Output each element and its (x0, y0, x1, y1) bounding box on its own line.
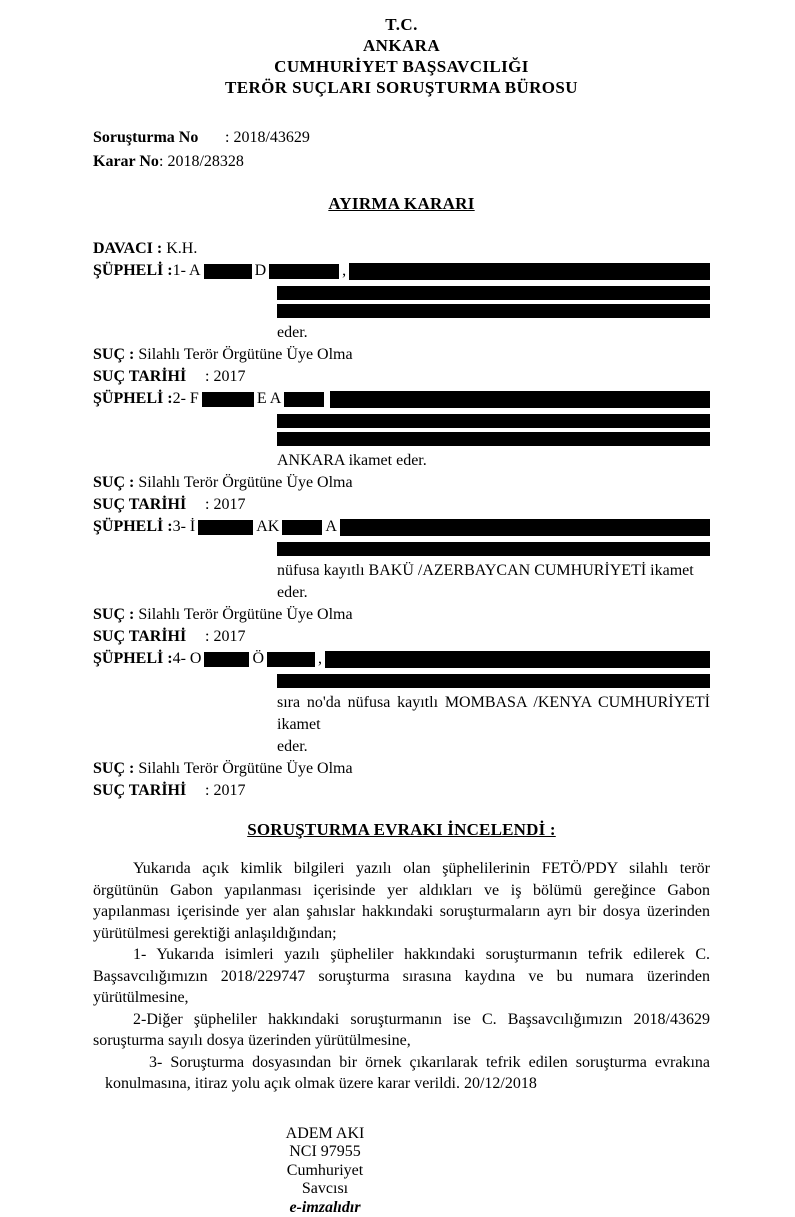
suspect-residence-text: nüfusa kayıtlı BAKÜ /AZERBAYCAN CUMHURİYETİ ikamet eder. (277, 560, 710, 604)
suspect-visible-text: AK (256, 516, 279, 538)
body-paragraph-1: Yukarıda açık kimlik bilgileri yazılı olan şüphelilerinin FETÖ/PDY silahlı terör örgütünün Gabon yapılanması içerisinde yer aldıkları ve iş bölümü gereğince Gabon yapılanması içerisinde yer alan şahıslar hakkındaki soruşturmaların ayrı bir dosya üzerinden yürütülmesi gerektiği anlaşıldığından; (93, 858, 710, 944)
crime-label: SUÇ : (93, 346, 134, 363)
prosecutor-registry-number: NCI 97955 (225, 1143, 425, 1162)
crime-date-value: : 2017 (205, 368, 245, 385)
crime-row (93, 758, 710, 780)
crime-value: Silahlı Terör Örgütüne Üye Olma (138, 346, 352, 363)
plaintiff-value: K.H. (166, 240, 197, 257)
crime-value: Silahlı Terör Örgütüne Üye Olma (138, 474, 352, 491)
suspect-visible-text: , (342, 260, 346, 282)
suspect-entry-2 (93, 388, 710, 516)
suspect-visible-text: E A (257, 388, 281, 410)
redaction-bar (277, 542, 710, 556)
crime-date-value: : 2017 (205, 628, 245, 645)
body-paragraph-3: 2-Diğer şüpheliler hakkındaki soruşturmanın ise C. Başsavcılığımızın 2018/43629 soruşturma sayılı dosya üzerinden yürütülmesine, (93, 1009, 710, 1052)
prosecutor-name: ADEM AKI (225, 1125, 425, 1144)
suspect-visible-text: 2- F (173, 388, 199, 410)
crime-date-row (93, 626, 710, 648)
suspect-visible-text: Ö (252, 648, 264, 670)
signature-block (225, 1125, 425, 1217)
redaction-bar (204, 652, 249, 667)
redaction-bar (269, 264, 339, 279)
suspect-residence-text: sıra no'da nüfusa kayıtlı MOMBASA /KENYA CUMHURİYETİ ikamet (277, 692, 710, 736)
letterhead-line-4: TERÖR SUÇLARI SORUŞTURMA BÜROSU (93, 77, 710, 98)
redaction-bar (267, 652, 315, 667)
suspect-label: ŞÜPHELİ : (93, 388, 173, 410)
redaction-bar (198, 520, 253, 535)
investigation-number-value: : 2018/43629 (225, 129, 310, 146)
crime-date-label: SUÇ TARİHİ (93, 626, 205, 648)
suspect-details (277, 414, 710, 472)
letterhead-line-3: CUMHURİYET BAŞSAVCILIĞI (93, 56, 710, 77)
suspect-label: ŞÜPHELİ : (93, 260, 173, 282)
suspect-visible-text: A (325, 516, 337, 538)
plaintiff-label: DAVACI : (93, 240, 162, 257)
suspect-residence-text: ANKARA ikamet eder. (277, 450, 710, 472)
crime-row (93, 604, 710, 626)
investigation-number-row (93, 126, 710, 150)
redaction-bar (340, 519, 710, 536)
redaction-bar (277, 414, 710, 428)
suspect-residence-text: eder. (277, 322, 710, 344)
suspect-visible-text: 1- A (173, 260, 201, 282)
crime-value: Silahlı Terör Örgütüne Üye Olma (138, 606, 352, 623)
redaction-bar (282, 520, 322, 535)
redaction-bar (277, 432, 710, 446)
redaction-bar (325, 651, 710, 668)
redaction-bar (202, 392, 254, 407)
letterhead-line-1: T.C. (93, 14, 710, 35)
crime-date-label: SUÇ TARİHİ (93, 366, 205, 388)
crime-row (93, 472, 710, 494)
redaction-bar (349, 263, 710, 280)
letterhead-line-2: ANKARA (93, 35, 710, 56)
suspect-entry-4 (93, 648, 710, 802)
e-signature-note: e-imzalıdır (225, 1199, 425, 1217)
body-paragraph-4: 3- Soruşturma dosyasından bir örnek çıkarılarak tefrik edilen soruşturma evrakına konulmasına, itiraz yolu açık olmak üzere karar verildi. 20/12/2018 (105, 1052, 710, 1095)
crime-row (93, 344, 710, 366)
parties-section (93, 238, 710, 802)
redaction-bar (277, 304, 710, 318)
redaction-bar (204, 264, 252, 279)
prosecutor-title-line-1: Cumhuriyet (225, 1162, 425, 1181)
suspect-label: ŞÜPHELİ : (93, 516, 173, 538)
decision-body (93, 858, 710, 1095)
decision-number-row (93, 150, 710, 174)
redaction-bar (277, 674, 710, 688)
case-numbers (93, 126, 710, 174)
investigation-number-label: Soruşturma No (93, 126, 225, 150)
suspect-heading-line (93, 260, 710, 282)
suspect-visible-text: D (255, 260, 267, 282)
suspect-details (277, 674, 710, 758)
decision-title: AYIRMA KARARI (93, 194, 710, 214)
letterhead (93, 14, 710, 98)
suspect-heading-line (93, 388, 710, 410)
plaintiff-row (93, 238, 710, 260)
crime-date-row (93, 494, 710, 516)
suspect-details (277, 286, 710, 344)
crime-date-value: : 2017 (205, 782, 245, 799)
suspect-heading-line (93, 516, 710, 538)
crime-label: SUÇ : (93, 760, 134, 777)
crime-date-value: : 2017 (205, 496, 245, 513)
suspect-visible-text: 3- İ (173, 516, 196, 538)
prosecutor-title-line-2: Savcısı (225, 1180, 425, 1199)
suspect-visible-text: 4- O (173, 648, 202, 670)
crime-date-label: SUÇ TARİHİ (93, 494, 205, 516)
section-heading: SORUŞTURMA EVRAKI İNCELENDİ : (93, 820, 710, 840)
suspect-visible-text: , (318, 648, 322, 670)
suspect-residence-text: eder. (277, 736, 710, 758)
suspect-label: ŞÜPHELİ : (93, 648, 173, 670)
suspect-entry-1 (93, 260, 710, 388)
crime-label: SUÇ : (93, 606, 134, 623)
crime-date-row (93, 780, 710, 802)
decision-number-value: : 2018/28328 (159, 153, 244, 170)
suspect-details (277, 542, 710, 604)
redaction-bar (277, 286, 710, 300)
body-paragraph-2: 1- Yukarıda isimleri yazılı şüpheliler hakkındaki soruşturmanın tefrik edilerek C. Başsavcılığımızın 2018/229747 soruşturma sırasına kaydına ve bu numara üzerinden yürütülmesine, (93, 944, 710, 1009)
crime-value: Silahlı Terör Örgütüne Üye Olma (138, 760, 352, 777)
redaction-bar (284, 392, 324, 407)
crime-date-row (93, 366, 710, 388)
redaction-bar (330, 391, 710, 408)
suspect-heading-line (93, 648, 710, 670)
crime-label: SUÇ : (93, 474, 134, 491)
suspect-entry-3 (93, 516, 710, 648)
crime-date-label: SUÇ TARİHİ (93, 780, 205, 802)
decision-number-label: Karar No (93, 150, 159, 174)
